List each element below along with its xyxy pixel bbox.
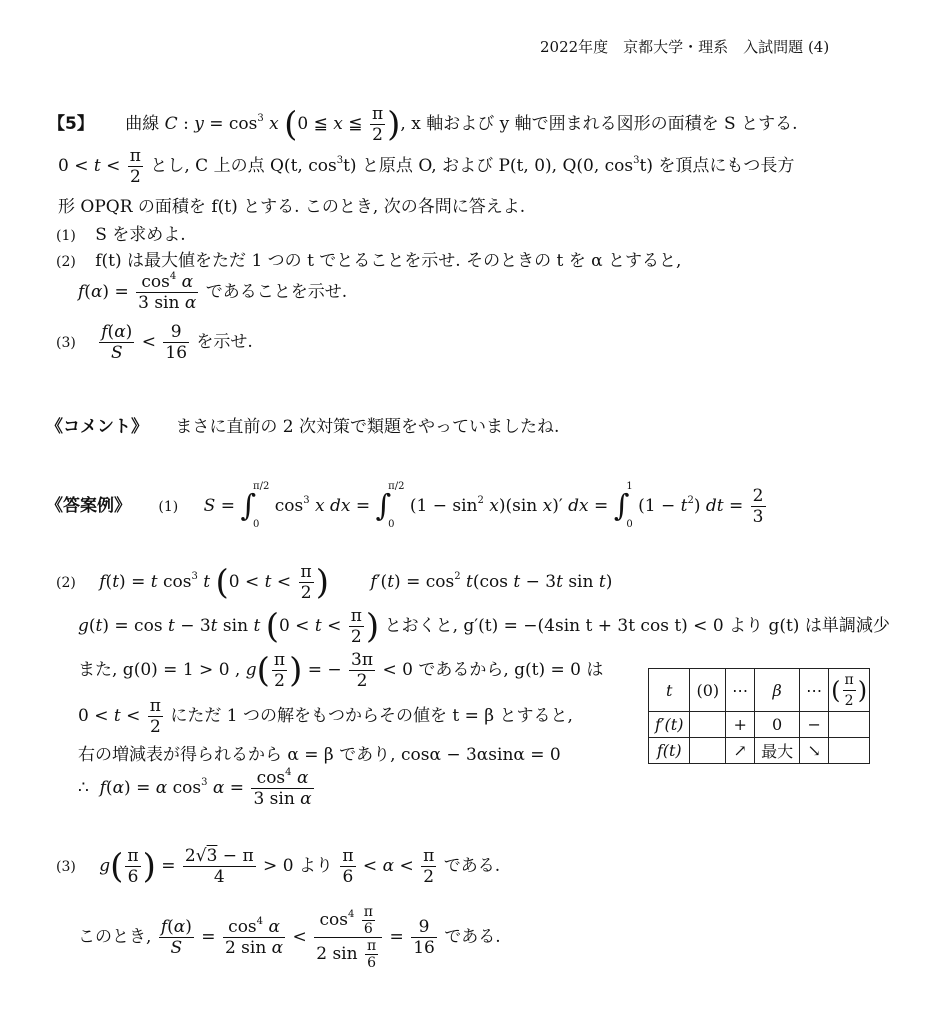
comment-text: まさに直前の 2 次対策で類題をやっていましたね.	[175, 417, 560, 437]
table-row: f(t) ↗ 最大 ↘	[649, 738, 870, 764]
answer-1: 《答案例》 (1) S = ∫ π/2 0 $\cos^3 x$ dx = ∫ π/2 0 $(1 - \sin^2 x)(\sin$ x)′ dx = ∫ 1 0 $(1 - t^2)$ dt = $\frac{2}{3}$	[46, 480, 764, 530]
question-2-formula: f(α) = $\frac{\cos^4 \alpha}{\text{3 sin α}}$ であることを示せ.	[78, 271, 348, 313]
question-3: (3) $\frac{f(\alpha)}{S}$ < $\frac{9}{16}$ を示せ.	[56, 322, 253, 363]
table-row: t (0) ⋯ β ⋯ ( $\frac{\pi}{2}$ )	[649, 669, 870, 712]
problem-text-2c: t) を頂点にもつ長方	[639, 156, 795, 176]
frac-pi-2: $\frac{\pi}{2}$	[371, 104, 384, 145]
answer-label: 《答案例》	[46, 496, 131, 516]
problem-text-2b: t) と原点 O, および P(t, 0), Q(0, cos	[343, 156, 634, 176]
question-2: (2) f(t) は最大値をただ 1 つの t でとることを示せ. そのときの t を α とすると,	[56, 251, 682, 271]
comment-label: 《コメント》	[46, 417, 148, 437]
comment	[46, 412, 559, 437]
answer-2-line-1: (2) f(t) = t $\cos^3 t$ (0 < t < $\frac{\pi}{2}$ ) $f'(t) = \cos^2 t(\cos$ t − 3t sin t)	[56, 562, 613, 603]
problem-line-3: 形 OPQR の面積を f(t) とする. このとき, 次の各問に答えよ.	[58, 197, 526, 217]
problem-line-1: 【5】 曲線 C : $y = \cos^3 x$ (0 ≦ x ≦ $\frac{\pi}{2}$ ), x 軸および y 軸で囲まれる図形の面積を S とする.	[48, 104, 798, 145]
problem-text-b: , x 軸および y 軸で囲まれる図形の面積を S とする.	[400, 114, 798, 134]
question-1: (1) S を求めよ.	[56, 225, 186, 245]
table-row: f′(t) + 0 −	[649, 712, 870, 738]
problem-line-2: 0 < t < $\frac{\pi}{2}$ とし, C 上の点 Q(t, $\cos^3t$) と原点 O, および P(t, 0), Q(0, $\cos^3t$) を頂点にもつ長方	[58, 146, 795, 187]
answer-2-line-6: ∴ f(α) = α $\cos^3 \alpha$ = $\frac{\cos^4 \alpha}{\text{3 sin α}}$	[78, 767, 312, 809]
answer-3-line-1: (3) g( $\frac{\pi}{6}$ ) = $\frac{2√3 - \pi}{4}$ > 0 より $\frac{\pi}{6}$ < α < $\frac{\pi}{2}$ である.	[56, 846, 501, 887]
problem-text-a: 曲線	[125, 114, 160, 134]
problem-text-2a: とし, C 上の点 Q(t, cos	[150, 156, 337, 176]
answer-2-line-2: g(t) = cos t − 3t sin t (0 < t < $\frac{\pi}{2}$ ) とおくと, g′(t) = −(4sin t + 3t cos t) < 0 より g(t) は単調減少	[78, 606, 890, 647]
answer-2-line-5: 右の増減表が得られるから α = β であり, cosα − 3αsinα = 0	[78, 745, 561, 765]
page-header: 2022年度 京都大学・理系 入試問題 (4)	[540, 38, 830, 56]
problem-number: 【5】	[48, 114, 94, 134]
answer-2-line-3: また, g(0) = 1 > 0 , g( $\frac{\pi}{2}$ ) = − $\frac{3\pi}{2}$ < 0 であるから, g(t) = 0 は	[78, 650, 604, 691]
increase-decrease-table	[648, 668, 870, 764]
answer-2-line-4: 0 < t < $\frac{\pi}{2}$ にただ 1 つの解をもつからその値を t = β とすると,	[78, 696, 573, 737]
answer-3-line-2: このとき, $\frac{f(\alpha)}{S}$ = $\frac{\cos^4 \alpha}{\text{2 sin α}}$ < $\cos^4$ $\frac{\pi}{6}$ 2 sin $\frac{\pi}{6}$ = $\frac{9}{16}$ である.	[78, 904, 501, 971]
